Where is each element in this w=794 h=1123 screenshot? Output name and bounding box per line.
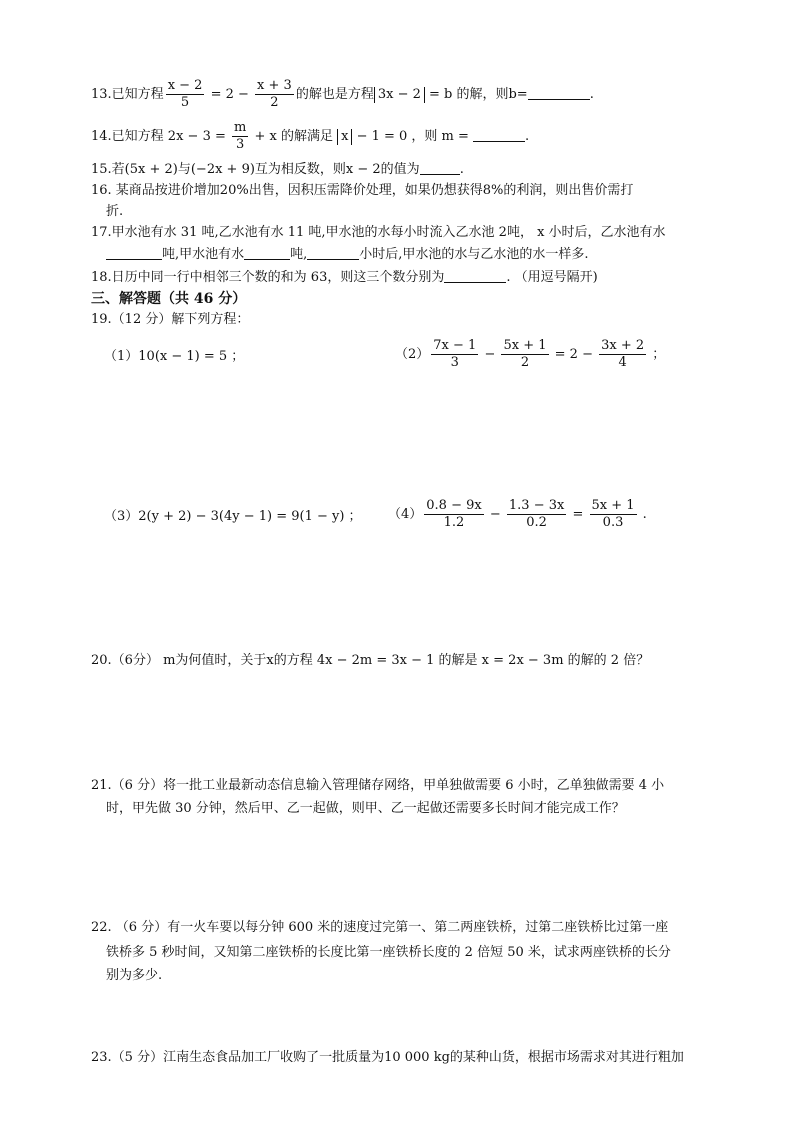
q13-fraction-2: $\frac{x + 3}{2}$ — [257, 78, 292, 110]
question-19-intro: 19.（12 分）解下列方程： — [91, 312, 250, 327]
q19-p4-fraction-3: $\frac{5x + 1}{0.3}$ — [591, 498, 635, 530]
question-23: 23.（5 分）江南生态食品加工厂收购了一批质量为10 000 kg的某种山货，根据市场需求对其进行粗加 — [91, 1050, 684, 1065]
q19-p2-fraction-3: $\frac{3x + 2}{4}$ — [601, 338, 645, 370]
q15-answer-blank[interactable] — [420, 160, 460, 175]
question-22-line-3: 别为多少. — [106, 968, 163, 983]
q19-part-2: （2） $\frac{7x - 1}{3}$ − $\frac{5x + 1}{2}$ = 2 − $\frac{3x + 2}{4}$ ； — [395, 338, 666, 370]
q19-part-3: （3）2(y + 2) − 3(4y − 1) = 9(1 − y) ； — [104, 509, 362, 524]
q19-part-1: （1）10(x − 1) = 5 ； — [104, 349, 245, 364]
q18-answer-blank[interactable] — [444, 268, 506, 283]
q19-p4-fraction-1: $\frac{0.8 - 9x}{1.2}$ — [426, 498, 482, 530]
question-21-line-1: 21.（6 分）将一批工业最新动态信息输入管理储存网络，甲单独做需要 6 小时，乙单独做需要 4 小 — [91, 778, 665, 793]
q13-absolute-value: 3x − 2 — [374, 87, 425, 103]
question-13: 13.已知方程 $\frac{x - 2}{5}$ = 2 − $\frac{x + 3}{2}$ 的解也是方程 3x − 2 = b 的解，则b= . — [91, 78, 594, 110]
q13-answer-blank[interactable] — [528, 85, 590, 100]
question-22-line-1: 22. （6 分）有一火车要以每分钟 600 米的速度过完第一、第二两座铁桥，过第二座铁桥比过第一座 — [91, 920, 669, 935]
question-21-line-2: 时，甲先做 30 分钟，然后甲、乙一起做，则甲、乙一起做还需要多长时间才能完成工作？ — [106, 801, 625, 816]
question-16-line-2: 折. — [106, 204, 124, 219]
question-15: 15.若(5x + 2)与(−2x + 9)互为相反数，则x − 2的值为 . — [91, 162, 464, 177]
question-20: 20.（6分） m为何值时，关于x的方程 4x − 2m = 3x − 1 的解是 x = 2x − 3m 的解的 2 倍？ — [91, 653, 650, 668]
section-3-heading: 三、解答题（共 46 分） — [91, 291, 247, 307]
q14-absolute-value: x — [337, 129, 352, 145]
q19-p2-fraction-1: $\frac{7x - 1}{3}$ — [433, 338, 477, 370]
q19-part-4: （4） $\frac{0.8 - 9x}{1.2}$ − $\frac{1.3 - 3x}{0.2}$ = $\frac{5x + 1}{0.3}$ . — [388, 498, 647, 530]
q17-blank-3[interactable] — [307, 245, 359, 260]
q19-p4-fraction-2: $\frac{1.3 - 3x}{0.2}$ — [508, 498, 565, 530]
q17-blank-2[interactable] — [244, 245, 290, 260]
q19-p2-fraction-2: $\frac{5x + 1}{2}$ — [503, 338, 547, 370]
q14-answer-blank[interactable] — [473, 127, 525, 142]
question-18: 18.日历中同一行中相邻三个数的和为 63，则这三个数分别为 . （用逗号隔开) — [91, 270, 598, 285]
question-22-line-2: 铁桥多 5 秒时间，又知第二座铁桥的长度比第一座铁桥长度的 2 倍短 50 米，试求两座铁桥的长分 — [106, 945, 671, 960]
q14-fraction: $\frac{m}{3}$ — [234, 120, 247, 152]
q13-fraction-1: $\frac{x - 2}{5}$ — [167, 78, 203, 110]
question-17-line-2: 吨,甲水池有水 吨, 小时后,甲水池的水与乙水池的水一样多. — [106, 245, 589, 264]
q17-blank-1[interactable] — [106, 245, 162, 260]
question-14: 14.已知方程 2x − 3 = $\frac{m}{3}$ + x 的解满足 x − 1 = 0 ，则 m = . — [91, 120, 530, 152]
question-17-line-1: 17.甲水池有水 31 吨,乙水池有水 11 吨,甲水池的水每小时流入乙水池 2吨， x 小时后，乙水池有水 — [91, 225, 666, 240]
q13-prefix: 13.已知方程 — [91, 87, 164, 102]
question-16-line-1: 16. 某商品按进价增加20%出售，因积压需降价处理，如果仍想获得8%的利润，则出售价需打 — [91, 183, 634, 198]
